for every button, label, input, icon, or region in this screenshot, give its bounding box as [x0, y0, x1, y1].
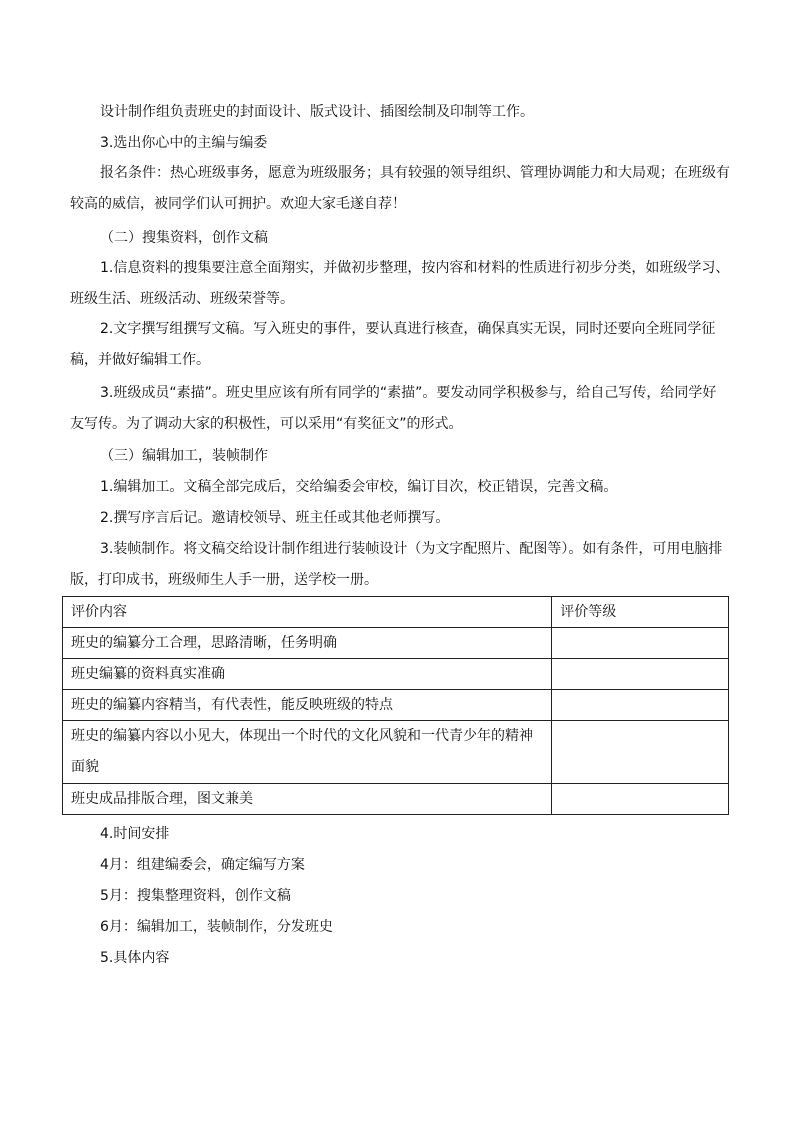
paragraph-writing-group: 2.文字撰写组撰写文稿。写入班史的事件，要认真进行核查，确保真实无误，同时还要向全班同学征稿，并做好编辑工作。 — [70, 321, 716, 368]
table-row — [63, 690, 729, 721]
paragraph-requirements: 报名条件：热心班级事务，愿意为班级服务；具有较强的领导组织、管理协调能力和大局观；在班级有较高的威信，被同学们认可拥护。欢迎大家毛遂自荐！ — [70, 165, 730, 212]
heading-schedule: 4.时间安排 — [100, 826, 170, 842]
table-cell-grade — [552, 659, 729, 690]
heading-specific-content: 5.具体内容 — [100, 950, 170, 966]
schedule-april: 4月：组建编委会，确定编写方案 — [100, 857, 305, 873]
table-cell-content: 班史的编纂内容精当，有代表性，能反映班级的特点 — [63, 690, 552, 721]
table-cell-content: 班史的编纂内容以小见大，体现出一个时代的文化风貌和一代青少年的精神面貌 — [63, 721, 552, 784]
paragraph-sketch: 3.班级成员“素描”。班史里应该有所有同学的“素描”。要发动同学积极参与，给自己写传，给同学好友写传。为了调动大家的积极性，可以采用“有奖征文”的形式。 — [70, 385, 717, 432]
table-header-content: 评价内容 — [63, 597, 552, 628]
table-cell-grade — [552, 784, 729, 815]
heading-select-editor: 3.选出你心中的主编与编委 — [100, 135, 268, 151]
paragraph-editing: 1.编辑加工。文稿全部完成后，交给编委会审校，编订目次，校正错误，完善文稿。 — [100, 479, 618, 495]
table-cell-grade — [552, 690, 729, 721]
paragraph-preface: 2.撰写序言后记。邀请校领导、班主任或其他老师撰写。 — [100, 510, 450, 526]
heading-collect-materials: （二）搜集资料，创作文稿 — [100, 230, 268, 246]
table-cell-grade — [552, 628, 729, 659]
schedule-may: 5月：搜集整理资料，创作文稿 — [100, 888, 291, 904]
table-row — [63, 784, 729, 815]
table-header-row — [63, 597, 729, 628]
table-cell-content: 班史编纂的资料真实准确 — [63, 659, 552, 690]
heading-editing-binding: （三）编辑加工，装帧制作 — [100, 448, 268, 464]
table-row — [63, 721, 729, 784]
paragraph-design-group: 设计制作组负责班史的封面设计、版式设计、插图绘制及印制等工作。 — [100, 104, 534, 120]
table-row — [63, 659, 729, 690]
table-row — [63, 628, 729, 659]
paragraph-binding: 3.装帧制作。将文稿交给设计制作组进行装帧设计（为文字配照片、配图等）。如有条件，可用电脑排版，打印成书，班级师生人手一册，送学校一册。 — [70, 541, 723, 588]
table-cell-content: 班史成品排版合理，图文兼美 — [63, 784, 552, 815]
table-header-grade: 评价等级 — [552, 597, 729, 628]
paragraph-info-collection: 1.信息资料的搜集要注意全面翔实，并做初步整理，按内容和材料的性质进行初步分类，如班级学习、班级生活、班级活动、班级荣誉等。 — [70, 260, 730, 307]
table-cell-content: 班史的编纂分工合理，思路清晰，任务明确 — [63, 628, 552, 659]
evaluation-table — [62, 596, 729, 815]
schedule-june: 6月：编辑加工，装帧制作，分发班史 — [100, 919, 333, 935]
table-cell-grade — [552, 721, 729, 784]
